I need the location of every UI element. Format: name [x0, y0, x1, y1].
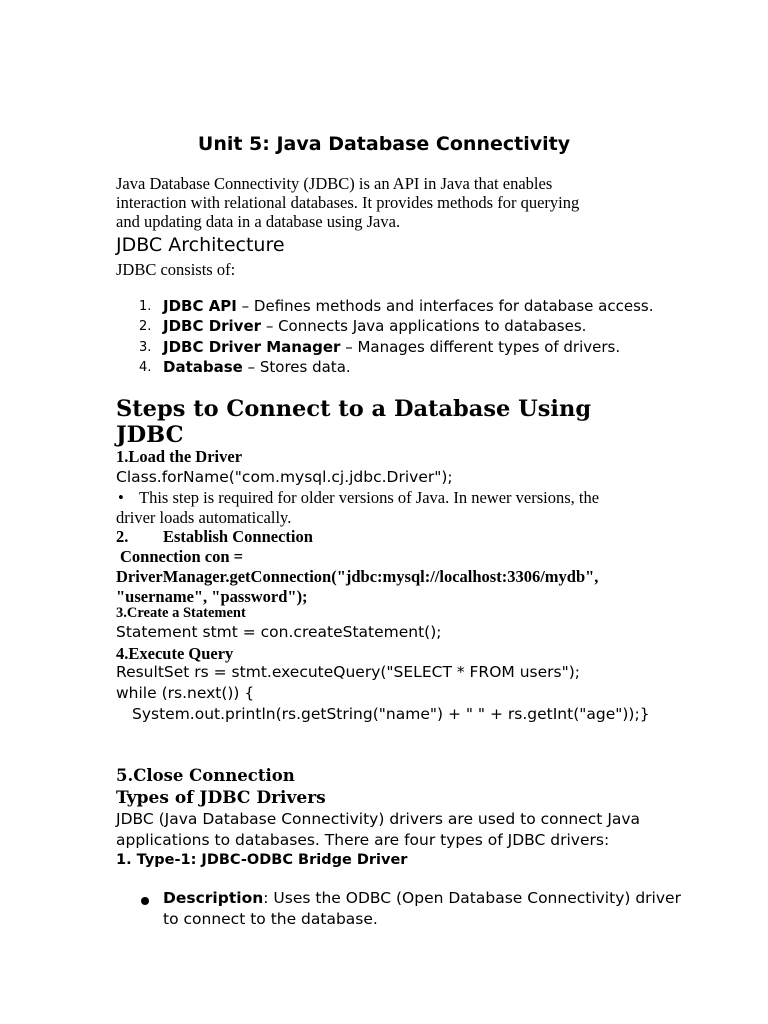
type1-desc-line-1: [163, 889, 681, 907]
list-desc: – Connects Java applications to databases.: [261, 317, 587, 335]
step2-number: 2.: [116, 527, 129, 546]
architecture-lead: JDBC consists of:: [116, 260, 236, 279]
step2-code-line-1: Connection con =: [120, 547, 244, 566]
steps-heading-line-1: Steps to Connect to a Database Using: [116, 396, 592, 422]
type1-title: 1. Type-1: JDBC-ODBC Bridge Driver: [116, 852, 408, 868]
step3-code: Statement stmt = con.createStatement();: [116, 623, 442, 641]
step4-code-line-1: ResultSet rs = stmt.executeQuery("SELECT * FROM users");: [116, 663, 580, 681]
list-item: [163, 358, 351, 376]
list-term: JDBC Driver: [163, 317, 262, 335]
type1-desc-text: : Uses the ODBC (Open Database Connectivity) driver: [263, 889, 681, 907]
intro-line-1: Java Database Connectivity (JDBC) is an API in Java that enables: [116, 174, 553, 193]
list-number: 3.: [139, 340, 152, 355]
list-desc: – Defines methods and interfaces for database access.: [236, 297, 654, 315]
step1-title: 1.Load the Driver: [116, 447, 243, 466]
list-item: [163, 297, 653, 315]
step4-code-line-3: System.out.println(rs.getString("name") + " " + rs.getInt("age"));}: [132, 705, 650, 723]
list-desc: – Manages different types of drivers.: [340, 338, 621, 356]
step2-code-line-2: DriverManager.getConnection("jdbc:mysql://localhost:3306/mydb",: [116, 567, 599, 586]
type1-desc-label: Description: [163, 889, 264, 907]
page-title: Unit 5: Java Database Connectivity: [197, 133, 571, 155]
step2-code-line-3: "username", "password");: [116, 587, 308, 606]
type1-desc-line-2: to connect to the database.: [163, 910, 378, 928]
step5-title: 5.Close Connection: [116, 766, 295, 785]
list-item: [163, 338, 620, 356]
list-number: 4.: [139, 360, 152, 375]
list-term: Database: [163, 358, 243, 376]
list-term: JDBC Driver Manager: [163, 338, 341, 356]
drivers-heading: Types of JDBC Drivers: [116, 788, 326, 808]
step1-note-line-2: driver loads automatically.: [116, 508, 292, 527]
step2-title: Establish Connection: [163, 527, 313, 546]
steps-heading-line-2: JDBC: [116, 422, 184, 448]
step3-title: 3.Create a Statement: [116, 605, 246, 621]
step1-note-line-1: This step is required for older versions of Java. In newer versions, the: [139, 488, 600, 507]
drivers-intro-line-1: JDBC (Java Database Connectivity) drivers are used to connect Java: [116, 810, 641, 828]
intro-line-2: interaction with relational databases. It provides methods for querying: [116, 193, 580, 212]
list-term: JDBC API: [163, 297, 237, 315]
list-number: 2.: [139, 319, 152, 334]
step4-title: 4.Execute Query: [116, 644, 234, 663]
bullet-glyph: •: [118, 488, 124, 507]
drivers-intro-line-2: applications to databases. There are four types of JDBC drivers:: [116, 831, 610, 849]
intro-line-3: and updating data in a database using Java.: [116, 212, 401, 231]
step4-code-line-2: while (rs.next()) {: [116, 684, 255, 702]
list-item: [163, 317, 586, 335]
architecture-heading: JDBC Architecture: [116, 234, 285, 256]
step1-code: Class.forName("com.mysql.cj.jdbc.Driver");: [116, 468, 453, 486]
list-desc: – Stores data.: [242, 358, 351, 376]
list-number: 1.: [139, 299, 152, 314]
bullet-icon: [141, 897, 149, 905]
